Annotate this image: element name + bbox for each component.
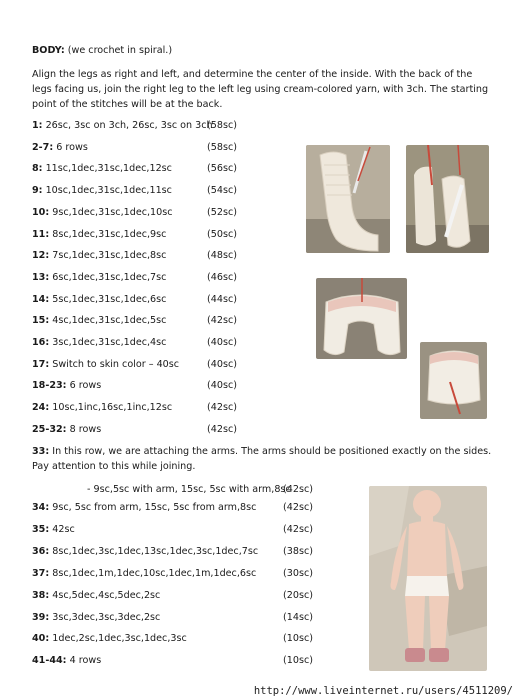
pattern-row (32, 294, 166, 305)
row-number: 10: (32, 206, 50, 218)
row-stitch-count: (38sc) (283, 545, 313, 557)
row-stitch-count: (42sc) (207, 402, 237, 414)
row-33-paragraph (32, 444, 492, 474)
pattern-row (32, 633, 187, 644)
row-instruction: 6sc,1dec,31sc,1dec,7sc (52, 271, 167, 283)
photo-leg-hook (406, 145, 489, 253)
row-number: 34: (32, 502, 50, 513)
row-number: 35: (32, 523, 50, 535)
row-instruction: 8sc,1dec,3sc,1dec,13sc,1dec,3sc,1dec,7sc (52, 545, 259, 557)
row-instruction: 11sc,1dec,31sc,1dec,12sc (45, 163, 172, 175)
photo-finished-body (369, 486, 487, 671)
row-number: 39: (32, 611, 50, 623)
row-number: 12: (32, 250, 50, 262)
row-instruction: 6 rows (69, 380, 102, 392)
row-number: 13: (32, 271, 50, 283)
row-stitch-count: (58sc) (207, 141, 237, 153)
row-stitch-count: (42sc) (207, 423, 237, 435)
row-number: 36: (32, 545, 50, 557)
row-instruction: 8sc,1dec,31sc,1dec,9sc (52, 228, 167, 240)
pattern-row (32, 315, 166, 326)
photo-body-top (420, 342, 487, 419)
row-instruction: 4sc,5dec,4sc,5dec,2sc (52, 589, 161, 601)
row-number: 38: (32, 589, 50, 601)
heading-note: (we crochet in spiral.) (67, 45, 173, 56)
row-33-detail: - 9sc,5sc with arm, 15sc, 5sc with arm,8sc (87, 484, 291, 495)
row-number: 24: (32, 402, 50, 414)
row-number: 16: (32, 337, 50, 348)
row-stitch-count: (52sc) (207, 206, 237, 218)
row-instruction: 4 rows (69, 655, 102, 667)
row-number: 9: (32, 185, 43, 197)
pattern-row (32, 424, 101, 435)
row-stitch-count: (48sc) (207, 250, 237, 262)
pattern-row (32, 655, 101, 666)
row-instruction: 6 rows (56, 141, 88, 153)
row-number: 37: (32, 567, 50, 579)
pattern-row (32, 568, 256, 579)
intro-paragraph: Align the legs as right and left, and determine the center of the inside. With the back of the legs facing us, join the right leg to the left leg using cream-colored yarn, with 3ch. The starting point of the stitches will be at the back. (32, 69, 489, 110)
section-heading (32, 45, 172, 56)
row-stitch-count: (54sc) (207, 185, 237, 197)
row-number: 18-23: (32, 380, 67, 392)
row-instruction: 9sc, 5sc from arm, 15sc, 5sc from arm,8sc (52, 502, 257, 513)
pattern-row (32, 207, 173, 218)
row-stitch-count: (20sc) (283, 589, 313, 601)
row-number: 41-44: (32, 655, 67, 667)
pattern-row (32, 142, 88, 153)
row-stitch-count: (10sc) (283, 655, 313, 667)
row-instruction: 3sc,3dec,3sc,3dec,2sc (52, 611, 161, 623)
row-number: 1: (32, 120, 43, 131)
row-instruction: 10sc,1inc,16sc,1inc,12sc (52, 402, 173, 414)
row-stitch-count: (40sc) (207, 380, 237, 392)
row-number: 15: (32, 315, 50, 327)
footer-url[interactable]: http://www.liveinternet.ru/users/4511209/ (253, 685, 513, 697)
pattern-row (32, 272, 166, 283)
row-instruction: 42sc (52, 523, 75, 535)
pattern-row (32, 590, 160, 601)
pattern-row (32, 502, 256, 513)
pattern-row (32, 359, 179, 370)
row-stitch-count: (58sc) (207, 120, 237, 131)
pattern-row (32, 185, 172, 196)
pattern-row (32, 612, 160, 623)
row-number: 33: (32, 446, 50, 457)
row-instruction: 10sc,1dec,31sc,1dec,11sc (45, 185, 172, 197)
pattern-row (32, 402, 172, 413)
photo-leg-joining (306, 145, 390, 253)
row-33-count: (42sc) (283, 484, 313, 495)
row-stitch-count: (30sc) (283, 567, 313, 579)
row-instruction: 5sc,1dec,31sc,1dec,6sc (52, 293, 167, 305)
pattern-row (32, 524, 75, 535)
pattern-row (32, 229, 166, 240)
row-stitch-count: (42sc) (207, 315, 237, 327)
row-instruction: 8sc,1dec,1m,1dec,10sc,1dec,1m,1dec,6sc (52, 567, 257, 579)
row-instruction: 26sc, 3sc on 3ch, 26sc, 3sc on 3ch (45, 120, 213, 131)
row-stitch-count: (40sc) (207, 358, 237, 370)
row-instruction: 4sc,1dec,31sc,1dec,5sc (52, 315, 167, 327)
row-instruction: 1dec,2sc,1dec,3sc,1dec,3sc (52, 633, 187, 645)
row-number: 11: (32, 228, 50, 240)
row-instruction: 8 rows (69, 423, 102, 435)
row-stitch-count: (42sc) (283, 502, 313, 513)
row-stitch-count: (50sc) (207, 228, 237, 240)
row-instruction: In this row, we are attaching the arms. The arms should be positioned exactly on the sides. Pay attention to this while joining. (32, 446, 492, 472)
row-number: 8: (32, 163, 43, 175)
row-instruction: 7sc,1dec,31sc,1dec,8sc (52, 250, 167, 262)
row-instruction: 9sc,1dec,31sc,1dec,10sc (52, 206, 173, 218)
row-stitch-count: (44sc) (207, 293, 237, 305)
heading-label: BODY: (32, 45, 65, 56)
pattern-row (32, 163, 172, 174)
row-number: 40: (32, 633, 50, 645)
row-instruction: 3sc,1dec,31sc,1dec,4sc (52, 337, 167, 348)
row-stitch-count: (56sc) (207, 163, 237, 175)
pattern-row (32, 250, 166, 261)
row-stitch-count: (46sc) (207, 271, 237, 283)
pattern-row (32, 380, 101, 391)
pattern-row (32, 120, 213, 131)
pattern-row (32, 546, 258, 557)
row-stitch-count: (42sc) (283, 523, 313, 535)
row-number: 25-32: (32, 423, 67, 435)
row-number: 14: (32, 293, 50, 305)
pattern-row (32, 337, 166, 348)
photo-joined-legs (316, 278, 407, 359)
row-number: 2-7: (32, 141, 54, 153)
row-instruction: Switch to skin color – 40sc (52, 358, 180, 370)
row-number: 17: (32, 358, 50, 370)
row-stitch-count: (10sc) (283, 633, 313, 645)
row-stitch-count: (40sc) (207, 337, 237, 348)
row-stitch-count: (14sc) (283, 611, 313, 623)
